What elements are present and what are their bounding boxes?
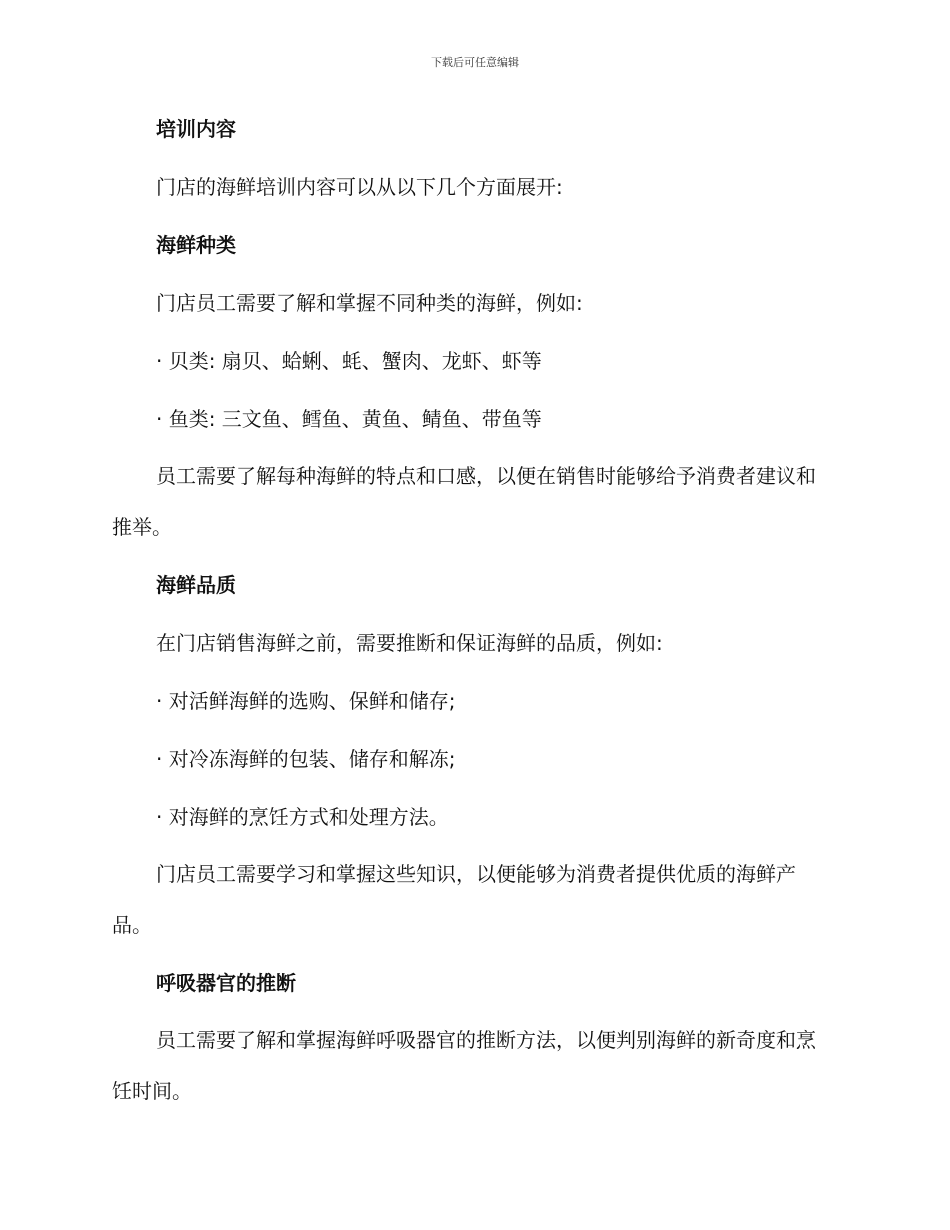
species-bullet-shellfish: · 贝类: 扇贝、蛤蜊、蚝、蟹肉、龙虾、虾等 (156, 349, 542, 373)
section-heading-training: 培训内容 (156, 117, 236, 141)
species-closing: 员工需要了解每种海鲜的特点和口感，以便在销售时能够给予消费者建议和推举。 (112, 464, 816, 539)
species-intro: 门店员工需要了解和掌握不同种类的海鲜，例如: (156, 291, 583, 315)
section-heading-respiratory: 呼吸器官的推断 (156, 971, 296, 995)
section-heading-species: 海鲜种类 (156, 233, 236, 257)
quality-bullet-cooking: · 对海鲜的烹饪方式和处理方法。 (156, 805, 449, 829)
document-body (112, 110, 834, 1130)
section-heading-quality: 海鲜品质 (156, 573, 236, 597)
quality-bullet-live: · 对活鲜海鲜的选购、保鲜和储存; (156, 689, 456, 713)
training-intro: 门店的海鲜培训内容可以从以下几个方面展开: (156, 175, 563, 199)
respiratory-body: 员工需要了解和掌握海鲜呼吸器官的推断方法，以便判别海鲜的新奇度和烹饪时间。 (112, 1028, 816, 1103)
quality-bullet-frozen: · 对冷冻海鲜的包装、储存和解冻; (156, 747, 456, 771)
header-note: 下载后可任意编辑 (431, 56, 519, 69)
quality-intro: 在门店销售海鲜之前，需要推断和保证海鲜的品质，例如: (156, 631, 663, 655)
species-bullet-fish: · 鱼类: 三文鱼、鳕鱼、黄鱼、鲭鱼、带鱼等 (156, 407, 542, 431)
quality-closing: 门店员工需要学习和掌握这些知识，以便能够为消费者提供优质的海鲜产品。 (112, 862, 796, 937)
